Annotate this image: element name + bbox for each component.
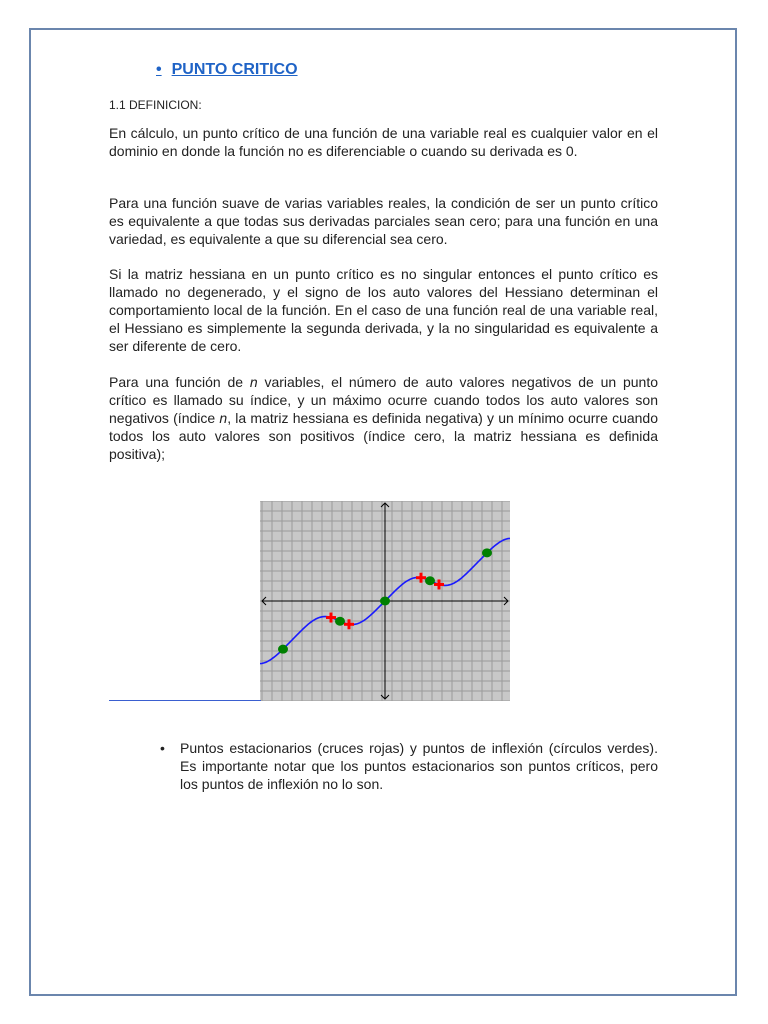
bullet-dot: • xyxy=(160,740,165,756)
p4-part-1: Para una función de xyxy=(109,374,250,390)
p4-part-3: , la matriz hessiana es definida negativa) y un mínimo ocurre cuando todos los auto valores son positivos (índice cero, la matriz hessiana es definida positiva); xyxy=(109,410,658,462)
title-text: PUNTO CRITICO xyxy=(171,61,298,78)
paragraph-2: Para una función suave de varias variables reales, la condición de ser un punto crítico es equivalente a que todas sus derivadas parciales sean cero; para una función en una variedad, es equivalente a que su diferencial sea cero. xyxy=(109,195,658,247)
inflection-point xyxy=(482,548,492,557)
paragraph-4 xyxy=(109,373,658,463)
figure-link-underline xyxy=(109,700,261,701)
inflection-point xyxy=(380,597,390,606)
section-label: 1.1 DEFINICION: xyxy=(109,98,202,112)
inflection-point xyxy=(335,617,345,626)
function-graph xyxy=(260,501,510,701)
title-bullet: • xyxy=(156,61,162,78)
page-title xyxy=(156,61,298,79)
bullet-text: Puntos estacionarios (cruces rojas) y puntos de inflexión (círculos verdes). Es importante notar que los puntos estacionarios son puntos críticos, pero los puntos de inflexión no lo son. xyxy=(180,740,658,792)
inflection-point xyxy=(425,576,435,585)
paragraph-1: En cálculo, un punto crítico de una función de una variable real es cualquier valor en el dominio en donde la función no es diferenciable o cuando su derivada es 0. xyxy=(109,125,658,159)
paragraph-3: Si la matriz hessiana en un punto crítico es no singular entonces el punto crítico es llamado no degenerado, y el signo de los auto valores del Hessiano determinan el comportamiento local de la función. En el caso de una función real de una variable real, el Hessiano es simplemente la segunda derivada, y la no singularidad es equivalente a ser diferente de cero. xyxy=(109,266,658,354)
stationary-point-v xyxy=(330,613,333,623)
p4-var-n: n xyxy=(249,374,258,390)
stationary-point-v xyxy=(348,619,351,629)
p4-part-2: variables, el número de auto valores negativos de un punto crítico es llamado su índice, y un máximo ocurre cuando todos los auto valores son negativos (índice xyxy=(109,374,658,426)
p4-var-n-2: n xyxy=(219,410,228,426)
list-item xyxy=(160,739,658,793)
stationary-point-v xyxy=(420,573,423,583)
bullet-list xyxy=(160,739,658,793)
inflection-point xyxy=(278,645,288,654)
critical-points-figure xyxy=(260,501,510,701)
stationary-point-v xyxy=(438,579,441,589)
